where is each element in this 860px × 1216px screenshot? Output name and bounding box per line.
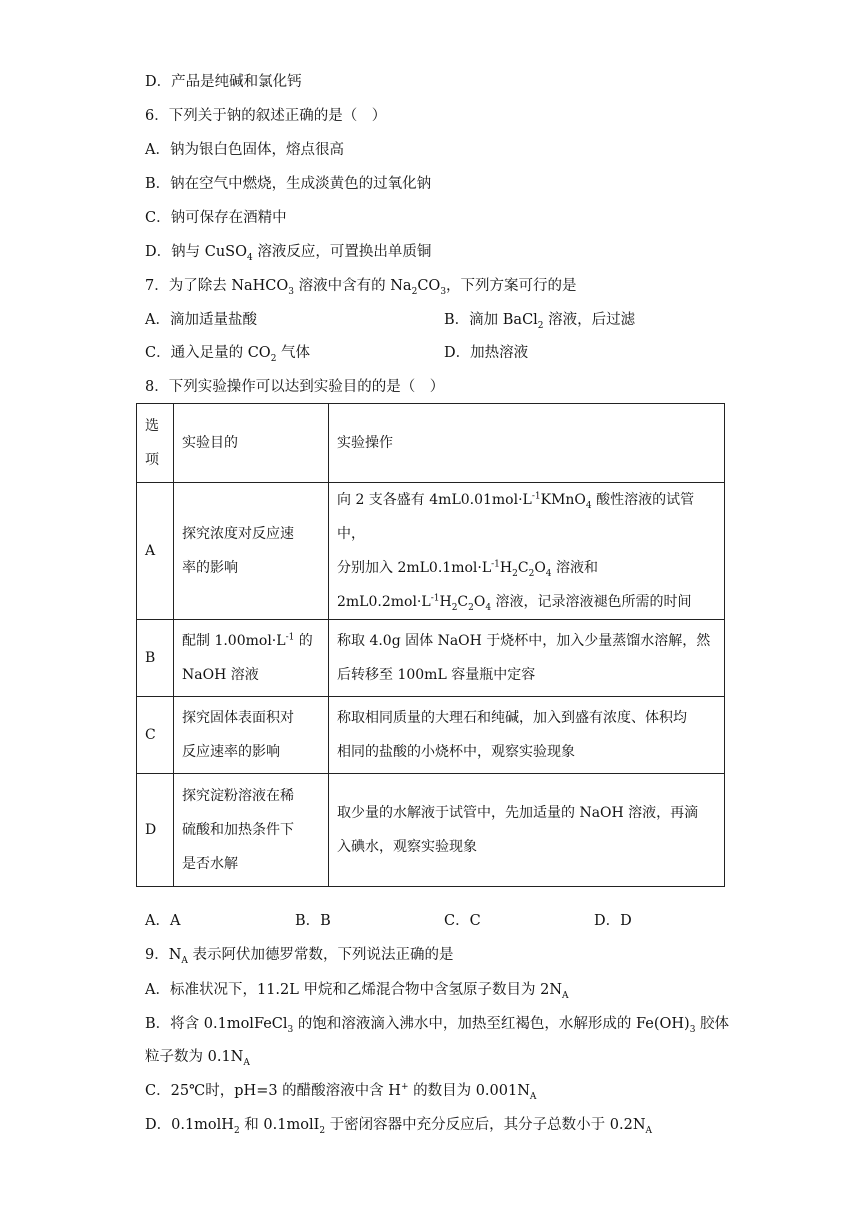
q5-option-d: D．产品是纯碱和氯化钙	[145, 74, 302, 90]
q7-option-d: D．加热溶液	[444, 345, 529, 361]
row-operation: 称取 4.0g 固体 NaOH 于烧杯中，加入少量蒸馏水溶解，然 后转移至 100mL 容量瓶中定容	[329, 620, 725, 697]
row-operation: 取少量的水解液于试管中，先加适量的 NaOH 溶液，再滴 入碘水，观察实验现象	[329, 774, 725, 887]
q9-option-a: A．标准状况下，11.2L 甲烷和乙烯混合物中含氢原子数目为 $2N_A$	[145, 982, 569, 1001]
header-option: 选 项	[137, 404, 174, 483]
row-purpose: 探究淀粉溶液在稀 硫酸和加热条件下 是否水解	[174, 774, 329, 887]
header-operation: 实验操作	[329, 404, 725, 483]
q9-option-b-cont: 粒子数为 $0.1N_A$	[145, 1049, 250, 1068]
q6-option-c: C．钠可保存在酒精中	[145, 210, 287, 226]
table-row	[137, 620, 725, 697]
q8-answer-d: D．D	[594, 913, 632, 929]
q6-option-b: B．钠在空气中燃烧，生成淡黄色的过氧化钠	[145, 176, 432, 192]
q8-stem: 8．下列实验操作可以达到实验目的的是（ ）	[145, 379, 445, 395]
row-purpose: 探究固体表面积对 反应速率的影响	[174, 697, 329, 774]
q6-option-a: A．钠为银白色固体，熔点很高	[145, 142, 344, 158]
q7-option-a: A．滴加适量盐酸	[145, 312, 257, 328]
q9-option-b: B．将含 0.1molFeCl$_3$ 的饱和溶液滴入沸水中，加热至红褐色，水解形成的 $Fe(OH)_3$ 胶体	[145, 1016, 730, 1035]
row-option: A	[137, 483, 174, 620]
q8-table	[136, 403, 725, 887]
q9-stem: 9．$N_A$ 表示阿伏加德罗常数，下列说法正确的是	[145, 947, 454, 966]
q7-option-c: C．通入足量的 $CO_2$ 气体	[145, 345, 311, 364]
row-operation: 称取相同质量的大理石和纯碱，加入到盛有浓度、体积均 相同的盐酸的小烧杯中，观察实验现象	[329, 697, 725, 774]
header-purpose: 实验目的	[174, 404, 329, 483]
row-option: C	[137, 697, 174, 774]
row-operation: 向 2 支各盛有 $4mL0.01mol\cdot L^{-1}KMnO_4$ 酸性溶液的试管中， 分别加入 $2mL0.1mol\cdot L^{-1}H_2C_2O_4$ 溶液和 $2mL0.2mol\cdot L^{-1}H_2C_2O_4$ 溶液，记录溶液褪色所需的时间	[329, 483, 725, 620]
q9-option-c: C．25℃时，pH=3 的醋酸溶液中含 H+ 的数目为 $0.001N_A$	[145, 1082, 537, 1102]
row-option: D	[137, 774, 174, 887]
q6-option-d: D．钠与 CuSO$_4$ 溶液反应，可置换出单质铜	[145, 244, 432, 263]
row-purpose: 配制 $1.00mol\cdot L^{-1}$ 的 NaOH 溶液	[174, 620, 329, 697]
q7-option-b: B．滴加 BaCl$_2$ 溶液，后过滤	[444, 312, 636, 331]
q7-stem: 7．为了除去 NaHCO$_3$ 溶液中含有的 $Na_2CO_3$，下列方案可行的是	[145, 278, 577, 297]
table-row	[137, 774, 725, 887]
q8-answer-b: B．B	[295, 913, 331, 929]
table-row	[137, 483, 725, 620]
table-row	[137, 697, 725, 774]
row-purpose: 探究浓度对反应速 率的影响	[174, 483, 329, 620]
q8-answer-a: A．A	[145, 913, 181, 929]
q6-stem: 6．下列关于钠的叙述正确的是（ ）	[145, 108, 387, 124]
row-option: B	[137, 620, 174, 697]
q8-answer-c: C．C	[444, 913, 481, 929]
q9-option-d: D．0.1molH$_2$ 和 0.1molI$_2$ 于密闭容器中充分反应后，其分子总数小于 $0.2N_A$	[145, 1117, 653, 1136]
table-header-row	[137, 404, 725, 483]
